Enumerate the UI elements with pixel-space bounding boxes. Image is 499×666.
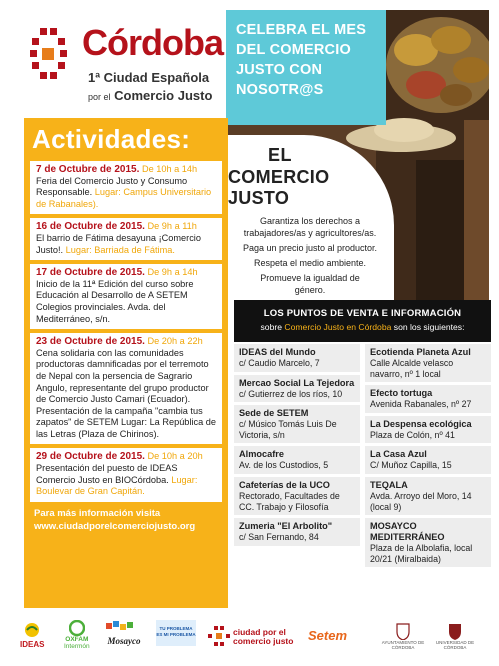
fair-trade-title-line1: EL [268,145,293,165]
activity-time: De 10h a 20h [144,451,203,462]
point-of-sale-name: La Despensa ecológica [370,418,472,429]
ayuntamiento-crest-icon [396,622,410,640]
slogan-line-3: JUSTO CON [236,62,323,78]
logo-title: Córdoba [82,22,223,63]
ayuntamiento-label: AYUNTAMIENTO DE CÓRDOBA [381,640,425,650]
activity-time: De 10h a 14h [139,164,198,174]
oxfam-label: OXFAM [65,636,89,643]
activity-item [30,333,222,444]
mosayco-icon [104,620,144,636]
activity-date: 29 de Octubre de 2015. [36,451,145,463]
point-of-sale [365,344,491,382]
points-of-sale-right-column [365,344,491,608]
activity-date: 23 de Octubre de 2015. [36,336,145,348]
points-of-sale-sub-pre: sobre [260,322,282,332]
mosayco-logo [104,620,144,646]
points-of-sale-header [234,300,491,342]
activity-place: Lugar: Campus Universitario de Rabanales). [36,187,212,209]
fair-trade-title-line2: COMERCIO JUSTO [228,167,330,208]
activity-time: De 9h a 14h [144,267,198,278]
activity-time: De 20h a 22h [144,336,203,347]
more-info-label: Para más información visita [34,507,161,519]
setem-logo [308,628,347,643]
point-of-sale-address: Rectorado, Facultades de CC. Trabajo y Filosofía [239,490,340,512]
activity-date: 7 de Octubre de 2015. [36,164,140,175]
activities-title: Actividades: [32,124,191,154]
point-of-sale [365,518,491,567]
point-of-sale-address: Avda. Arroyo del Moro, 14 (local 9) [370,490,472,512]
point-of-sale [234,375,360,403]
logo-subtitle-pre: por el [88,92,111,102]
oxfam-sub: Intermón [64,643,90,650]
activity-time: De 9h a 11h [144,221,197,232]
point-of-sale-name: La Casa Azul [370,449,427,460]
cdcj-logo [208,626,313,648]
activity-text: Cena solidaria con las comunidades productoras damnificadas por el terremoto de Nepal con la persencia de Sagrario Angulo, representante del grupo productor de Comercio Justo Camari (Ecuador). Presentación de la campaña "cambia tus zapatos" de SETEM Lugar: La República de las Letras (Plaza de Chirinos). [36,347,216,439]
ideas-label: IDEAS [20,640,45,649]
tuproblema-logo [156,620,196,646]
point-of-sale-name: MOSAYCO MEDITERRÁNEO [370,521,445,543]
tuproblema-label: TU PROBLEMA ES MI PROBLEMA [156,626,196,637]
point-of-sale-name: TEQALA [370,479,408,490]
setem-label: Setem [308,628,348,643]
point-of-sale-address: c/ San Fernando, 84 [239,532,319,543]
slogan-line-2: DEL COMERCIO [236,42,351,58]
logo-subtitle-line2 [88,88,212,103]
ayuntamiento-logo [378,622,428,650]
point-of-sale-name: Sede de SETEM [239,408,309,419]
points-of-sale-sub-post: son los siguientes: [393,322,465,332]
uco-logo [430,622,480,650]
point-of-sale-address: Plaza de la Albolafia, local 20/21 (Miralbaida) [370,543,473,564]
cdcj-emblem-icon [208,626,230,648]
slogan-box [226,10,386,125]
point-of-sale-name: IDEAS del Mundo [239,347,316,357]
slogan-line-1: CELEBRA EL MES [236,22,367,38]
point-of-sale-address: Av. de los Custodios, 5 [239,460,329,471]
point-of-sale-address: Plaza de Colón, nº 41 [370,429,455,440]
point-of-sale-address: C/ Muñoz Capilla, 15 [370,460,452,471]
fair-trade-point: Paga un precio justo al productor. [242,243,378,253]
activities-panel [24,118,228,608]
website-link[interactable]: www.ciudadporelcomerciojusto.org [34,520,196,532]
point-of-sale-name: Cafeterías de la UCO [239,479,330,490]
point-of-sale [234,446,360,474]
points-of-sale-title: LOS PUNTOS DE VENTA E INFORMACIÓN [263,308,462,319]
activity-text: Feria del Comercio Justo y Consumo Responsable. [36,175,188,198]
activity-item [30,161,222,214]
point-of-sale [234,518,360,546]
point-of-sale [365,446,491,474]
point-of-sale-address: Avenida Rabanales, nº 27 [370,399,472,410]
activity-place: Lugar: Barriada de Fátima. [63,244,175,255]
point-of-sale-name: Almocafre [239,449,284,460]
oxfam-logo [64,620,90,650]
point-of-sale [365,416,491,444]
activity-text: Inicio de la 11ª Edición del curso sobre Educación al Desarrollo de A SETEM Colegios provinciales. Avda. del Mediterráneo, s/n. [36,278,194,324]
fair-trade-point: Promueve la igualdad de género. [260,273,360,295]
activity-text: Presentación del puesto de IDEAS Comercio Justo en BIOCórdoba. [36,463,178,485]
sponsors-footer [0,614,499,666]
point-of-sale [234,405,360,443]
activity-item [30,264,222,329]
points-of-sale-grid [234,344,491,608]
point-of-sale-name: Mercao Social La Tejedora [239,377,355,388]
cordoba-logo [30,18,223,118]
points-of-sale-subtitle [234,322,491,332]
point-of-sale [234,344,360,372]
point-of-sale-name: Zumeria "El Arbolito" [239,521,333,532]
logo-subtitle-line1: 1ª Ciudad Española [88,70,210,85]
activity-date: 17 de Octubre de 2015. [36,267,145,279]
activity-item [30,448,222,501]
mosayco-label: Mosayco [107,636,141,646]
fair-trade-point: Garantiza los derechos a trabajadores/as y agricultores/as. [243,216,377,238]
ideas-icon [21,622,43,640]
point-of-sale-name: Efecto tortuga [370,388,433,399]
points-of-sale-left-column [234,344,360,608]
more-info [34,508,222,532]
ideas-logo [20,622,44,649]
point-of-sale-name: Ecotienda Planeta Azul [370,347,471,357]
uco-crest-icon [448,622,462,640]
point-of-sale-address: c/ Caudio Marcelo, 7 [239,358,320,368]
point-of-sale-address: Calle Alcalde velasco navarro, nº 1 local [370,358,454,379]
point-of-sale-address: c/ Gutierrez de los ríos, 10 [239,388,343,399]
activity-text: El barrio de Fátima desayuna ¡Comercio Justo!. [36,232,201,255]
activity-place: Lugar: Boulevar de Gran Capitán. [36,474,198,497]
activity-item [30,218,222,260]
uco-label: UNIVERSIDAD DE CÓRDOBA [435,640,475,650]
point-of-sale [234,477,360,515]
fair-trade-card [226,135,394,300]
point-of-sale [365,477,491,515]
slogan-line-4: NOSOTR@S [236,82,324,98]
activity-date: 16 de Octubre de 2015. [36,221,145,233]
fair-trade-point: Respeta el medio ambiente. [253,258,367,268]
point-of-sale [365,385,491,413]
points-of-sale-sub-highlight: Comercio Justo en Córdoba [284,322,392,332]
point-of-sale-address: c/ Músico Tomás Luis De Victoria, s/n [239,419,337,440]
logo-subtitle-main: Comercio Justo [114,88,213,103]
oxfam-icon [69,620,85,636]
cordoba-emblem-icon [30,28,74,88]
cdcj-label: ciudad por el comercio justo [233,627,294,646]
